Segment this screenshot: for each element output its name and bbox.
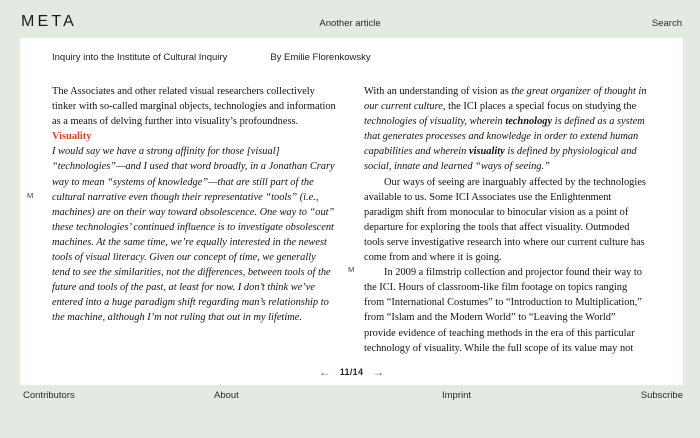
margin-marker-right[interactable]: M [348, 265, 355, 274]
header-search-button[interactable]: Search [651, 18, 682, 29]
site-footer [20, 390, 683, 410]
article-panel [20, 38, 683, 385]
footer-link-contributors[interactable]: Contributors [23, 390, 75, 401]
right-paragraph-3: In 2009 a filmstrip collection and projector found their way to the ICI. Hours of classroom-like film footage on topics ranging from “International Costumes” to “Introduction to Multiplication,” from “Islam and the Modern World” to “Leaving the World” provide evidence of teaching methods in the era of this particular technology of visuality. While the full scope of its value may not [364, 267, 642, 354]
pagination [20, 366, 683, 378]
right-paragraph-2: Our ways of seeing are inarguably affected by the technologies available to us. Some ICI Associates use the Enlightenment paradigm shift from monocular to binocular vision as a point of departure for exploring the tools that affect visuality. Outmoded tools serve investigative research into where our current culture has come from and where it is going. [364, 176, 646, 264]
site-logo[interactable]: META [21, 13, 78, 30]
section-heading-visuality: Visuality [52, 131, 92, 143]
article-title: Inquiry into the Institute of Cultural Inquiry [52, 52, 228, 63]
para1-segment-2-italic: the great organizer of thought in our current culture [364, 86, 647, 113]
article-meta [52, 52, 371, 63]
para1-segment-8-italic: is defined by physiological and social, innate and learned “ways of seeing.” [364, 146, 637, 173]
header-another-article-link[interactable]: Another article [319, 18, 381, 29]
footer-link-about[interactable]: About [214, 390, 239, 401]
article-column-left [52, 84, 336, 326]
pull-quote-paragraph: I would say we have a strong affinity for those [visual] “technologies”—and I used that word broadly, in a Jonathan Crary way to mean “systems of knowledge”—that are still part of the cultural narrative even though their representative “tools” (i.e., machines) are on their way toward obsolescence. One way to “out” these technologies’ continued influence is to investigate obsolescent machines. At the same time, we’re equally interested in the newest tools of visual literacy. Given our concept of time, we generally tend to see the similarities, not the differences, between tools of the future and tools of the past, at least for now. I don’t think we’ve entered into a huge paradigm shift regarding man’s relationship to the machine, although I’m not ruling that out in my lifetime. [52, 146, 335, 324]
para1-segment-4-italic: technologies of visuality, wherein [364, 116, 506, 128]
previous-page-arrow-icon[interactable]: ← [318, 365, 331, 379]
margin-marker-left[interactable]: M [27, 191, 34, 200]
site-header [0, 0, 700, 38]
page-counter: 11/14 [339, 367, 364, 377]
next-page-arrow-icon[interactable]: → [372, 365, 385, 379]
para1-term-technology: technology [505, 116, 553, 128]
para1-segment-3: , the ICI places a special focus on studying the [442, 101, 637, 113]
footer-link-subscribe[interactable]: Subscribe [640, 390, 683, 401]
para1-segment-6-italic: is defined as a system that generates processes and knowledge in order to extend human capabilities and wherein [364, 116, 645, 158]
footer-link-imprint[interactable]: Imprint [442, 390, 472, 401]
article-column-right [364, 84, 648, 356]
article-byline: By Emilie Florenkowsky [270, 52, 371, 63]
para1-segment-1: With an understanding of vision as [364, 86, 512, 97]
article-columns [20, 84, 683, 384]
right-paragraph-1 [364, 84, 648, 175]
para1-term-visuality: visuality [468, 146, 505, 158]
intro-paragraph: The Associates and other related visual researchers collectively tinker with so-called marginal objects, technologies and information as a means of delving further into visuality’s profoundness. [52, 86, 336, 128]
